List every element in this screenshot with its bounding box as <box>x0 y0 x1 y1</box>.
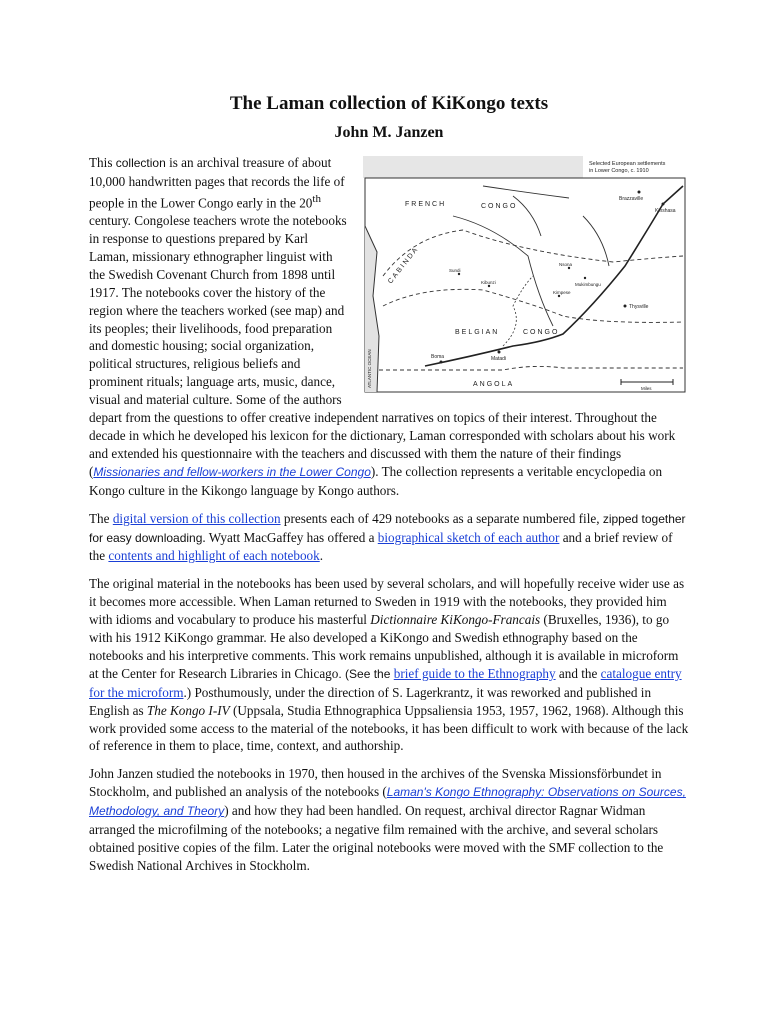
map-town-mukimbungu: Mukimbungu <box>575 282 601 287</box>
original-text-4: and the <box>555 665 601 681</box>
map-label-cabinda: CABINDA <box>387 245 421 286</box>
intro-superscript: th <box>312 192 321 205</box>
paragraph-intro <box>89 154 689 500</box>
link-digital-version[interactable]: digital version of this collection <box>112 510 281 526</box>
original-text-5: .) Posthumously, under the direction of S. Lagerkrantz, it was reworked and published in English as <box>89 684 652 718</box>
intro-text-3: century. Congolese teachers wrote the notebooks in response to questions prepared by Karl Laman, missionary ethnographer linguist with the Swedish Covenant Church from 1898 until 1917. The notebooks cover the history of the region where the teachers worked (see map) and its peoples; their livelihoods, food preparation and domestic housing; social organization, political structures, religious beliefs and prominent rituals; language arts, music, dance, visual and material culture. Some of the authors depart from the questions to offer creative independent narratives on topics of their interest. Throughout the decade in which he developed his lexicon for the dictionary, Laman corresponded with scholars about his work and extended his questionnaire with the teachers and discussed with them the nature of their findings ( <box>89 213 676 479</box>
digital-text-2: presents each of 429 notebooks as a separate numbered file, <box>280 510 603 526</box>
map-town-brazzaville: Brazzaville <box>619 196 644 202</box>
original-text-2: (Bruxelles, 1936), to go with his 1912 KiKongo grammar. He also developed a KiKongo and Swedish ethnography based on the notebooks and his interpretive comments. This work remains unpublished, although it is available in microform at the Center for Research Libraries in Chicago <box>89 612 679 681</box>
janzen-text-2: ) and how they had been handled. On request, archival director Ragnar Widman arranged the microfilming of the notebooks; a negative film remained with the archive, and several scholars obtained positive copies of the film. Later the original notebooks were moved with the SMF collection to the Swedish National Archives in Stockholm. <box>89 803 664 873</box>
link-lamans-kongo-ethnography[interactable]: Laman's Kongo Ethnography: Observations on Sources, Methodology, and Theory <box>89 785 686 819</box>
link-biographical-sketch[interactable]: biographical sketch of each author <box>377 529 560 545</box>
lower-congo-map <box>363 156 687 394</box>
map-legend-line2: in Lower Congo, c. 1910 <box>589 168 649 174</box>
map-town-sundi: Sundi <box>449 268 461 273</box>
document-page <box>89 92 689 875</box>
intro-text-collection: collection <box>115 156 166 170</box>
intro-text-4: ). The collection represents a veritable encyclopedia on Kongo culture in the Kikongo language by Kongo authors. <box>89 463 663 498</box>
map-label-belgian: BELGIAN <box>455 329 500 336</box>
map-label-congo-south: CONGO <box>523 329 560 336</box>
original-italic-kongo: The Kongo I-IV <box>146 702 230 718</box>
document-author: John M. Janzen <box>334 124 444 141</box>
map-town-nsona: Nsona <box>559 262 573 267</box>
digital-text-4: and a brief review of the <box>89 529 673 564</box>
original-text-1: The original material in the notebooks has been used by several scholars, and will hopefully receive wider use as it becomes more accessible. When Laman returned to Sweden in 1919 with the notebooks, they provided him with idioms and vocabulary to produce his masterful <box>89 576 685 628</box>
paragraph-janzen <box>89 765 689 874</box>
paragraph-digital-version <box>89 510 689 566</box>
map-town-kimpese: Kimpese <box>553 290 571 295</box>
map-town-thysville: Thysville <box>629 304 649 310</box>
map-town-kibunzi: Kibunzi <box>481 280 496 285</box>
intro-text-1: This <box>89 155 116 170</box>
link-missionaries[interactable]: Missionaries and fellow-workers in the Lower Congo <box>93 464 371 479</box>
digital-text-3: . Wyatt MacGaffey has offered a <box>202 529 378 545</box>
map-graphic <box>363 156 687 394</box>
map-label-ocean: ATLANTIC OCEAN <box>367 349 372 388</box>
map-label-congo-north: CONGO <box>481 203 518 210</box>
map-town-matadi: Matadi <box>491 356 507 362</box>
original-italic-dictionnaire: Dictionnaire KiKongo-Francais <box>370 612 541 628</box>
map-town-boma: Boma <box>431 354 445 360</box>
original-text-3: . (See the <box>338 666 394 681</box>
paragraph-original-material <box>89 575 689 755</box>
digital-text-1: The <box>89 510 113 526</box>
document-title: The Laman collection of KiKongo texts <box>229 93 549 114</box>
map-legend-line1: Selected European settlements <box>589 161 666 167</box>
janzen-text-1: John Janzen studied the notebooks in 1970, then housed in the archives of the Svenska Missionsförbundet in Stockholm, and published an analysis of the notebooks ( <box>89 766 662 800</box>
original-text-6: (Uppsala, Studia Ethnographica Uppsaliensia 1953, 1957, 1962, 1968). Although this work provided some access to the material of the notebooks, it has been difficult to work with because of the lack of reference in them to place, time, context, and authorship. <box>89 702 689 754</box>
link-brief-guide[interactable]: brief guide to the Ethnography <box>393 665 556 681</box>
map-label-french: FRENCH <box>405 201 447 208</box>
link-contents-highlight[interactable]: contents and highlight of each notebook <box>108 548 320 564</box>
map-town-kinshasa: Kinshasa <box>655 208 676 214</box>
link-catalogue-entry[interactable]: catalogue entry for the microform <box>89 665 682 700</box>
map-label-angola: ANGOLA <box>473 381 515 388</box>
digital-text-5: . <box>319 548 324 564</box>
digital-text-zipped: zipped together for easy downloading <box>89 511 686 545</box>
map-scale-label: Miles <box>641 386 652 391</box>
intro-text-2: is an archival treasure of about 10,000 handwritten pages that records the life of people in the Lower Congo early in the 20 <box>89 155 345 211</box>
